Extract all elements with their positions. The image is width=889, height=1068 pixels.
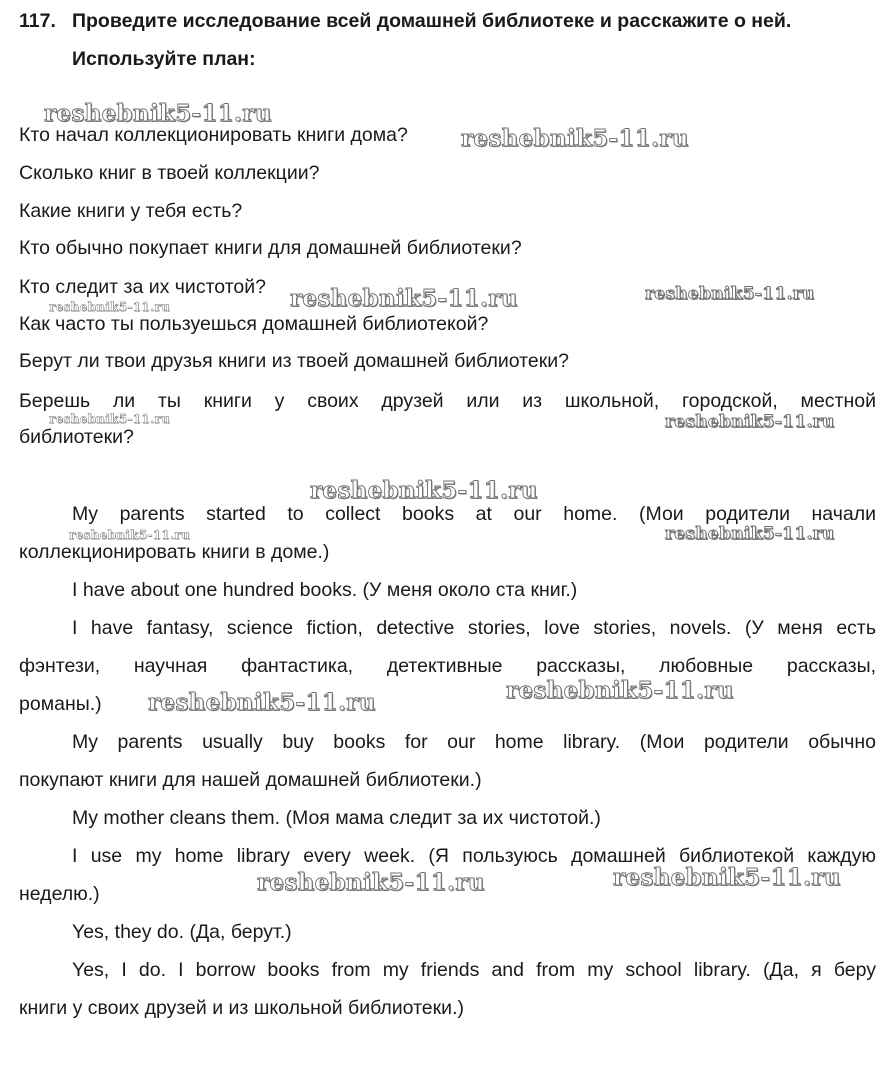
plan-question: библиотеки?	[19, 426, 134, 448]
answer-line: неделю.)	[19, 883, 100, 905]
answer-line: книги у своих друзей и из школьной библиотеки.)	[19, 997, 464, 1019]
answer-line: My mother cleans them. (Моя мама следит за их чистотой.)	[72, 807, 601, 829]
answer-line: My parents started to collect books at our home. (Мои родители начали	[72, 503, 876, 525]
plan-question: Кто следит за их чистотой?	[19, 276, 266, 298]
watermark: reshebnik5-11.ru	[290, 285, 518, 312]
task-number: 117.	[19, 10, 56, 32]
plan-question: Как часто ты пользуешься домашней библиотекой?	[19, 313, 489, 335]
plan-question: Берут ли твои друзья книги из твоей домашней библиотеки?	[19, 350, 569, 372]
watermark: reshebnik5-11.ru	[665, 524, 835, 544]
plan-question: Сколько книг в твоей коллекции?	[19, 162, 320, 184]
task-subtitle: Используйте план:	[72, 48, 256, 70]
answer-line: коллекционировать книги в доме.)	[19, 541, 330, 563]
watermark: reshebnik5-11.ru	[257, 869, 485, 896]
watermark: reshebnik5-11.ru	[49, 412, 171, 426]
answer-line: I have about one hundred books. (У меня около ста книг.)	[72, 579, 578, 601]
answer-line: I have fantasy, science fiction, detective stories, love stories, novels. (У меня есть	[72, 617, 876, 639]
watermark: reshebnik5-11.ru	[310, 477, 538, 504]
watermark: reshebnik5-11.ru	[645, 284, 815, 304]
watermark: reshebnik5-11.ru	[44, 100, 272, 127]
watermark: reshebnik5-11.ru	[506, 677, 734, 704]
plan-question: Кто начал коллекционировать книги дома?	[19, 124, 408, 146]
answer-line: романы.)	[19, 693, 102, 715]
plan-question: Кто обычно покупает книги для домашней библиотеки?	[19, 237, 522, 259]
watermark: reshebnik5-11.ru	[69, 528, 191, 542]
answer-line: My parents usually buy books for our home library. (Мои родители обычно	[72, 731, 876, 753]
watermark: reshebnik5-11.ru	[148, 689, 376, 716]
answer-line: I use my home library every week. (Я пользуюсь домашней библиотекой каждую	[72, 845, 876, 867]
plan-question: Какие книги у тебя есть?	[19, 200, 243, 222]
answer-line: Yes, I do. I borrow books from my friends and from my school library. (Да, я беру	[72, 959, 876, 981]
plan-question: Берешь ли ты книги у своих друзей или из школьной, городской, местной	[19, 390, 876, 412]
answer-line: фэнтези, научная фантастика, детективные рассказы, любовные рассказы,	[19, 655, 876, 677]
watermark: reshebnik5-11.ru	[665, 412, 835, 432]
answer-line: покупают книги для нашей домашней библиотеки.)	[19, 769, 482, 791]
watermark: reshebnik5-11.ru	[613, 864, 841, 891]
watermark: reshebnik5-11.ru	[49, 300, 171, 314]
answer-line: Yes, they do. (Да, берут.)	[72, 921, 292, 943]
task-title: Проведите исследование всей домашней библиотеке и расскажите о ней.	[72, 10, 792, 32]
watermark: reshebnik5-11.ru	[461, 125, 689, 152]
